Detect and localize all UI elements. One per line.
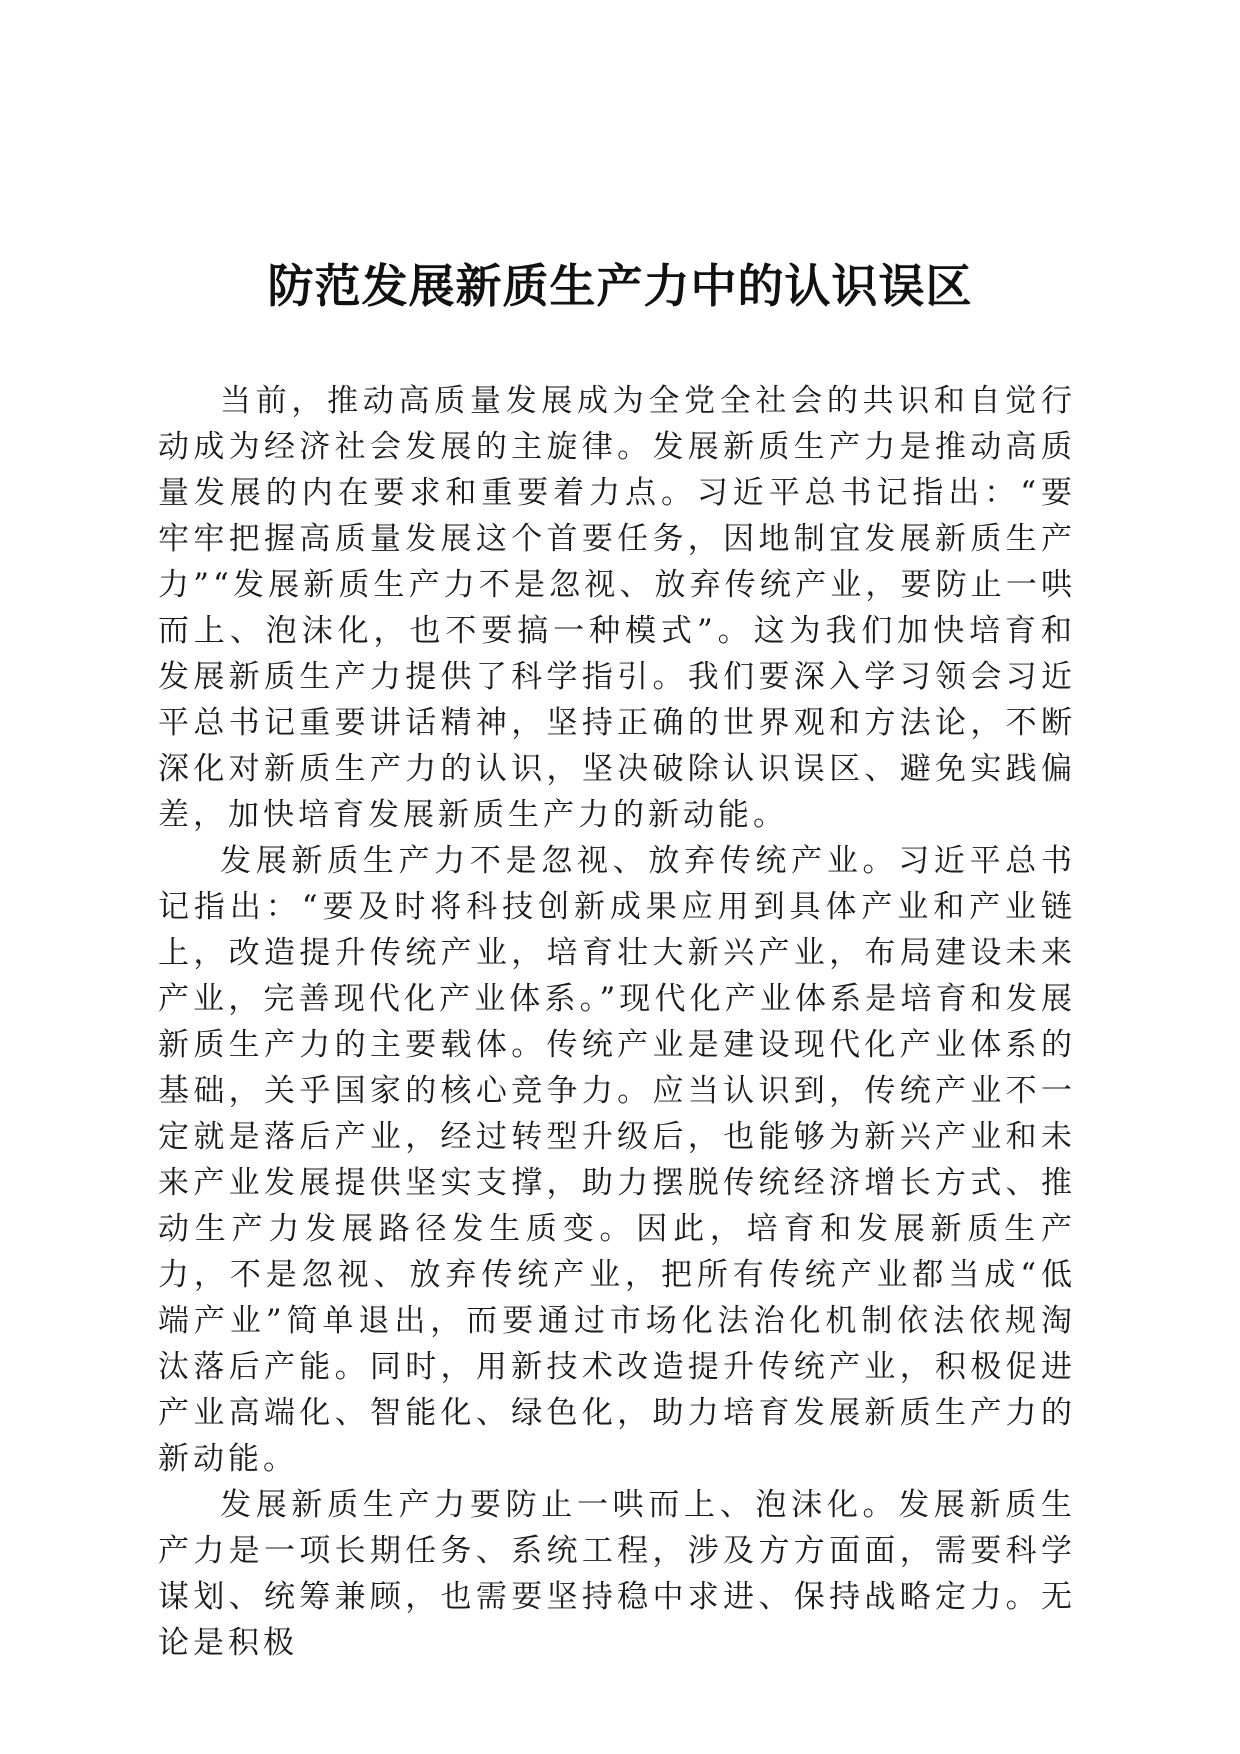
paragraph: 当前，推动高质量发展成为全党全社会的共识和自觉行动成为经济社会发展的主旋律。发展新质生产力是推动高质量发展的内在要求和重要着力点。习近平总书记指出：“要牢牢把握高质量发展这个首要任务，因地制宜发展新质生产力”“发展新质生产力不是忽视、放弃传统产业，要防止一哄而上、泡沫化，也不要搞一种模式”。这为我们加快培育和发展新质生产力提供了科学指引。我们要深入学习领会习近平总书记重要讲话精神，坚持正确的世界观和方法论，不断深化对新质生产力的认识，坚决破除认识误区、避免实践偏差，加快培育发展新质生产力的新动能。: [158, 383, 1076, 833]
document-body: [158, 378, 1076, 1666]
paragraph: 发展新质生产力不是忽视、放弃传统产业。习近平总书记指出：“要及时将科技创新成果应用到具体产业和产业链上，改造提升传统产业，培育壮大新兴产业，布局建设未来产业，完善现代化产业体系。”现代化产业体系是培育和发展新质生产力的主要载体。传统产业是建设现代化产业体系的基础，关乎国家的核心竞争力。应当认识到，传统产业不一定就是落后产业，经过转型升级后，也能够为新兴产业和未来产业发展提供坚实支撑，助力摆脱传统经济增长方式、推动生产力发展路径发生质变。因此，培育和发展新质生产力，不是忽视、放弃传统产业，把所有传统产业都当成“低端产业”简单退出，而要通过市场化法治化机制依法依规淘汰落后产能。同时，用新技术改造提升传统产业，积极促进产业高端化、智能化、绿色化，助力培育发展新质生产力的新动能。: [158, 843, 1076, 1477]
paragraph: 发展新质生产力要防止一哄而上、泡沫化。发展新质生产力是一项长期任务、系统工程，涉及方方面面，需要科学谋划、统筹兼顾，也需要坚持稳中求进、保持战略定力。无论是积极: [158, 1487, 1076, 1661]
document-title: 防范发展新质生产力中的认识误区: [267, 259, 973, 313]
